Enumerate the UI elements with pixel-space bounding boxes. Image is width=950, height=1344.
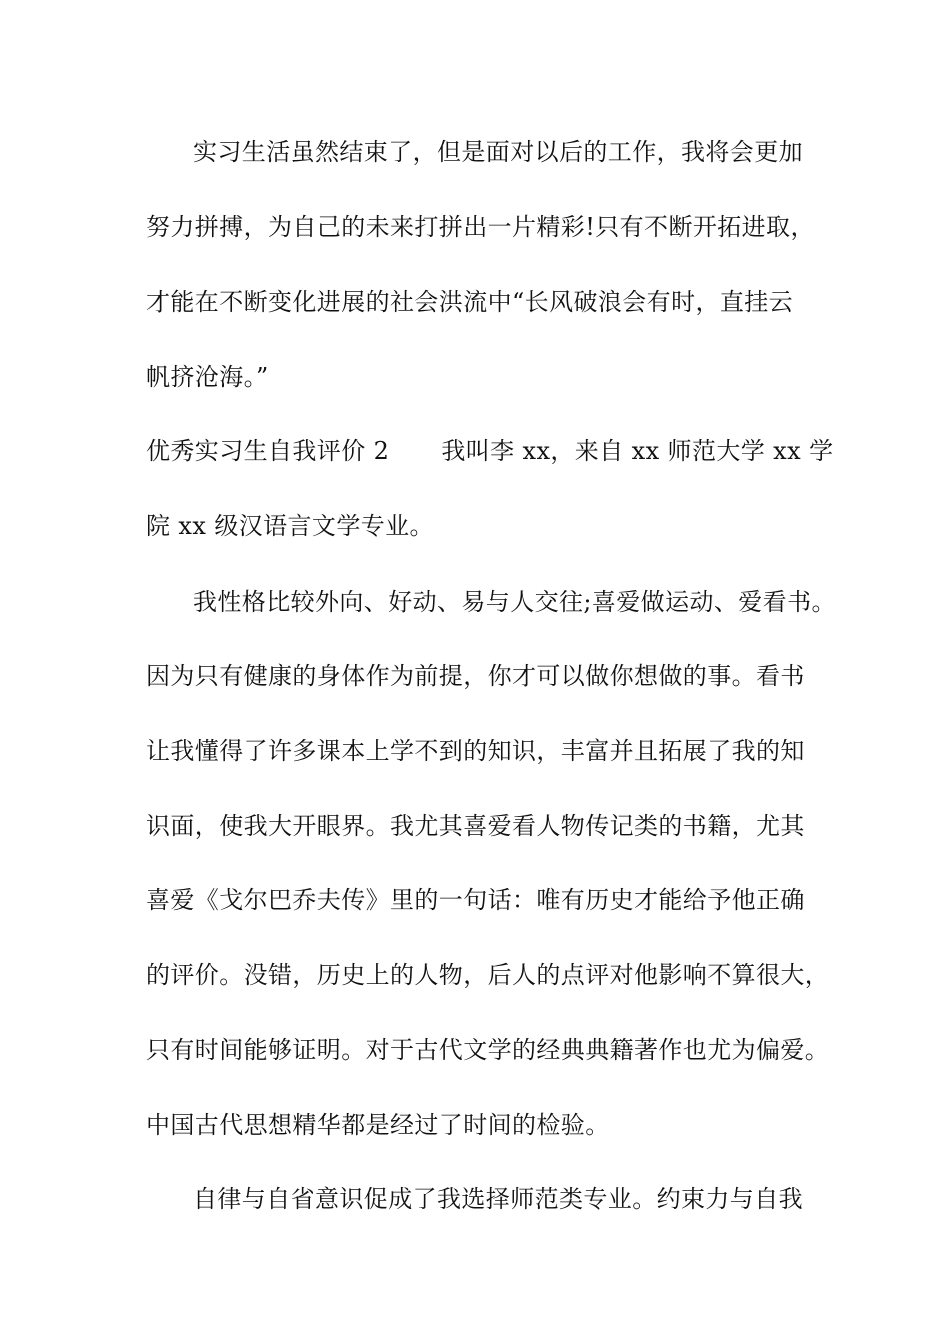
paragraph-4-line-1: 自律与自省意识促成了我选择师范类专业。约束力与自我 bbox=[193, 1185, 803, 1213]
paragraph-1-line-3: 才能在不断变化进展的社会洪流中“长风破浪会有时，直挂云 bbox=[146, 288, 794, 316]
paragraph-3-line-7: 只有时间能够证明。对于古代文学的经典典籍著作也尤为偏爱。 bbox=[146, 1036, 830, 1064]
paragraph-1-line-4: 帆挤沧海。” bbox=[146, 363, 269, 391]
paragraph-3-line-4: 识面，使我大开眼界。我尤其喜爱看人物传记类的书籍，尤其 bbox=[146, 812, 805, 840]
paragraph-3-line-2: 因为只有健康的身体作为前提，你才可以做你想做的事。看书 bbox=[146, 662, 805, 690]
paragraph-1-line-2: 努力拼搏，为自己的未来打拼出一片精彩!只有不断开拓进取， bbox=[146, 213, 815, 241]
paragraph-3-line-6: 的评价。没错，历史上的人物，后人的点评对他影响不算很大， bbox=[146, 961, 830, 989]
paragraph-2-line-1 bbox=[146, 436, 833, 466]
paragraph-3-line-1: 我性格比较外向、好动、易与人交往;喜爱做运动、爱看书。 bbox=[193, 588, 836, 616]
paragraph-2-line-2: 院 xx 级汉语言文学专业。 bbox=[146, 512, 434, 540]
section-heading: 优秀实习生自我评价 2 bbox=[146, 437, 390, 465]
paragraph-3-line-5: 喜爱《戈尔巴乔夫传》里的一句话：唯有历史才能给予他正确 bbox=[146, 886, 805, 914]
paragraph-3-line-8: 中国古代思想精华都是经过了时间的检验。 bbox=[146, 1111, 610, 1139]
paragraph-3-line-3: 让我懂得了许多课本上学不到的知识，丰富并且拓展了我的知 bbox=[146, 737, 805, 765]
paragraph-2-line-1-text: 我叫李 xx，来自 xx 师范大学 xx 学 bbox=[441, 437, 834, 465]
paragraph-1-line-1: 实习生活虽然结束了，但是面对以后的工作，我将会更加 bbox=[193, 138, 803, 166]
